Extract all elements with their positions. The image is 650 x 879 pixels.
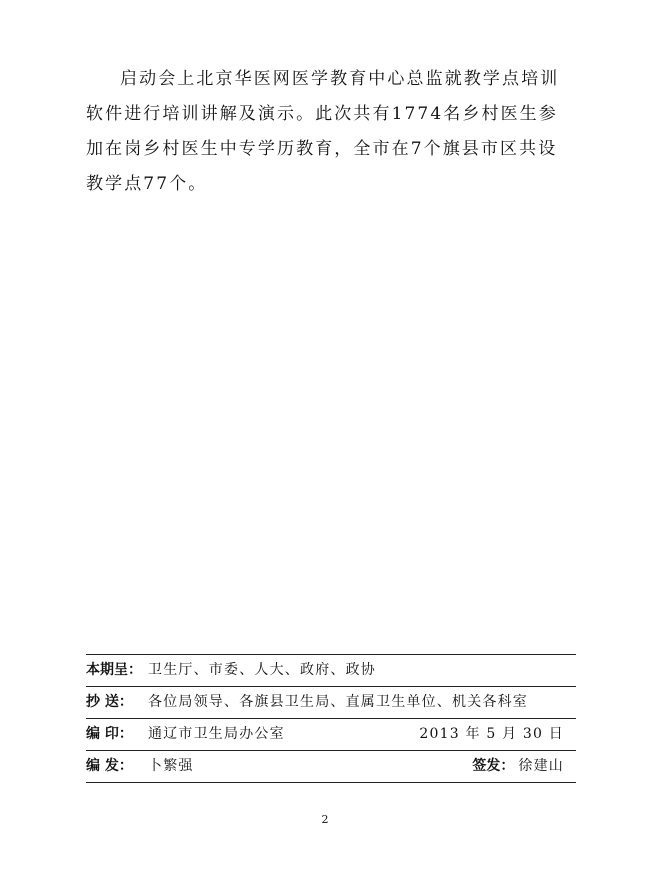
- signer-group: [472, 751, 564, 782]
- print-value: 通辽市卫生局办公室: [148, 726, 285, 742]
- body-paragraph: [86, 62, 576, 202]
- submit-value: 卫生厅、市委、人大、政府、政协: [148, 662, 376, 678]
- cc-row: [86, 686, 576, 718]
- signer-label: 签发：: [472, 758, 515, 774]
- editor-label: 编 发：: [86, 758, 133, 774]
- distribution-table: [86, 654, 576, 783]
- editor-row: [86, 750, 576, 783]
- print-row: [86, 718, 576, 750]
- submit-row: [86, 654, 576, 686]
- cc-value: 各位局领导、各旗县卫生局、直属卫生单位、机关各科室: [148, 694, 528, 710]
- cc-label: 抄 送：: [86, 694, 133, 710]
- print-label: 编 印：: [86, 726, 133, 742]
- submit-label: 本期呈：: [86, 662, 142, 678]
- page-number: 2: [321, 813, 329, 826]
- body-paragraph-text: 启动会上北京华医网医学教育中心总监就教学点培训软件进行培训讲解及演示。此次共有1774名乡村医生参加在岗乡村医生中专学历教育，全市在7个旗县市区共设教学点77个。: [86, 69, 560, 194]
- editor-value: 卜繁强: [148, 758, 194, 774]
- print-date: 2013 年 5 月 30 日: [419, 726, 564, 742]
- signer-value: 徐建山: [518, 758, 564, 774]
